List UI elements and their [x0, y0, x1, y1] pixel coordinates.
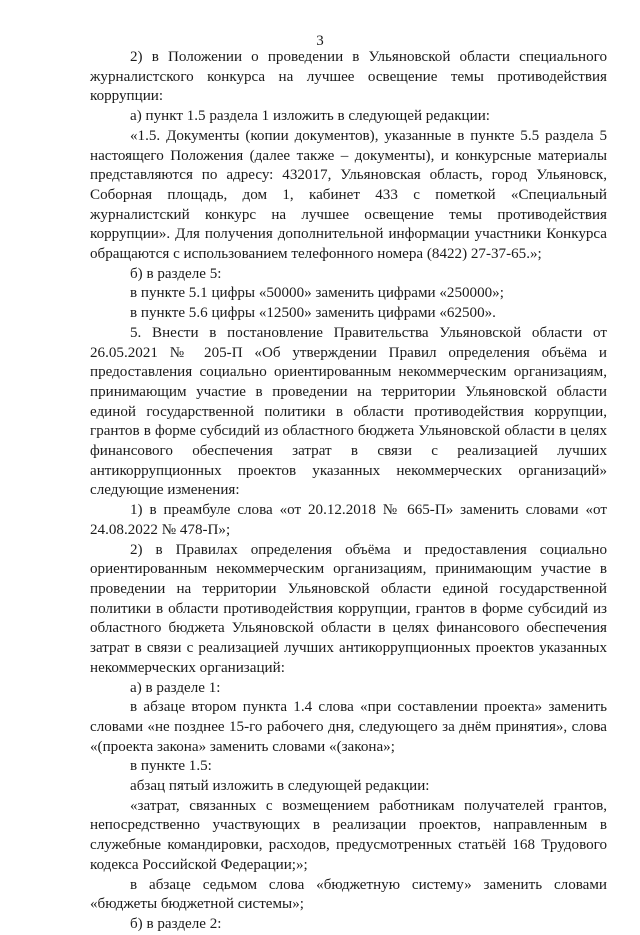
- document-body: [90, 48, 607, 935]
- paragraph: а) в разделе 1:: [130, 679, 221, 696]
- page-number: 3: [316, 33, 324, 49]
- paragraph: абзац пятый изложить в следующей редакции:: [130, 778, 430, 795]
- paragraph: 1) в преамбуле слова «от 20.12.2018 № 665-П» заменить словами «от 24.08.2022 № 478-П»;: [90, 502, 607, 538]
- paragraph: в пункте 5.1 цифры «50000» заменить цифрами «250000»;: [130, 285, 504, 302]
- paragraph: в абзаце седьмом слова «бюджетную систему» заменить словами «бюджеты бюджетной системы»;: [90, 876, 607, 913]
- paragraph: 2) в Правилах определения объёма и предоставления социально ориентированным некоммерческим организациям, принимающим участие в проведении на территории Ульяновской области единой государственной политики в области противодействия коррупции, грантов в форме субсидий из областного бюджета Ульяновской области в целях финансового обеспечения затрат в связи с реализацией лучших антикоррупционных проектов указанных некоммерческих организаций:: [90, 541, 607, 676]
- paragraph: 5. Внести в постановление Правительства Ульяновской области от 26.05.2021 № 205-П «Об утверждении Правил определения объёма и предоставления социально ориентированным некоммерческим организациям, принимающим участие в проведении на территории Ульяновской области единой государственной политики в области противодействия коррупции, грантов в форме субсидий из областного бюджета Ульяновской области в целях финансового обеспечения затрат в связи с реализацией лучших антикоррупционных проектов указанных некоммерческих организаций» следующие изменения:: [90, 324, 607, 499]
- paragraph: в пункте 1.5:: [130, 758, 212, 775]
- paragraph: в пункте 5.6 цифры «12500» заменить цифрами «62500».: [130, 305, 496, 322]
- paragraph: б) в разделе 2:: [130, 915, 222, 932]
- paragraph: в абзаце втором пункта 1.4 слова «при составлении проекта» заменить словами «не позднее 15-го рабочего дня, следующего за днём принятия», слова «(проекта закона» заменить словами «(закона»;: [90, 699, 607, 755]
- paragraph: 2) в Положении о проведении в Ульяновской области специального журналистского конкурса на лучшее освещение темы противодействия коррупции:: [90, 49, 607, 105]
- paragraph: «1.5. Документы (копии документов), указанные в пункте 5.5 раздела 5 настоящего Положения (далее также – документы), и конкурсные материалы представляются по адресу: 432017, Ульяновская область, город Ульяновск, Соборная площадь, дом 1, кабинет 433 с пометкой «Специальный журналистский конкурс на лучшее освещение темы противодействия коррупции». Для получения дополнительной информации участники Конкурса обращаются с использованием телефонного номера (8422) 27-37-65.»;: [90, 127, 607, 263]
- paragraph: а) пункт 1.5 раздела 1 изложить в следующей редакции:: [130, 108, 490, 125]
- paragraph: б) в разделе 5:: [130, 265, 222, 282]
- paragraph: «затрат, связанных с возмещением работникам получателей грантов, непосредственно участвующих в реализации проектов, направленным в служебные командировки, расходов, предусмотренных статьёй 168 Трудового кодекса Российской Федерации;»;: [90, 797, 607, 873]
